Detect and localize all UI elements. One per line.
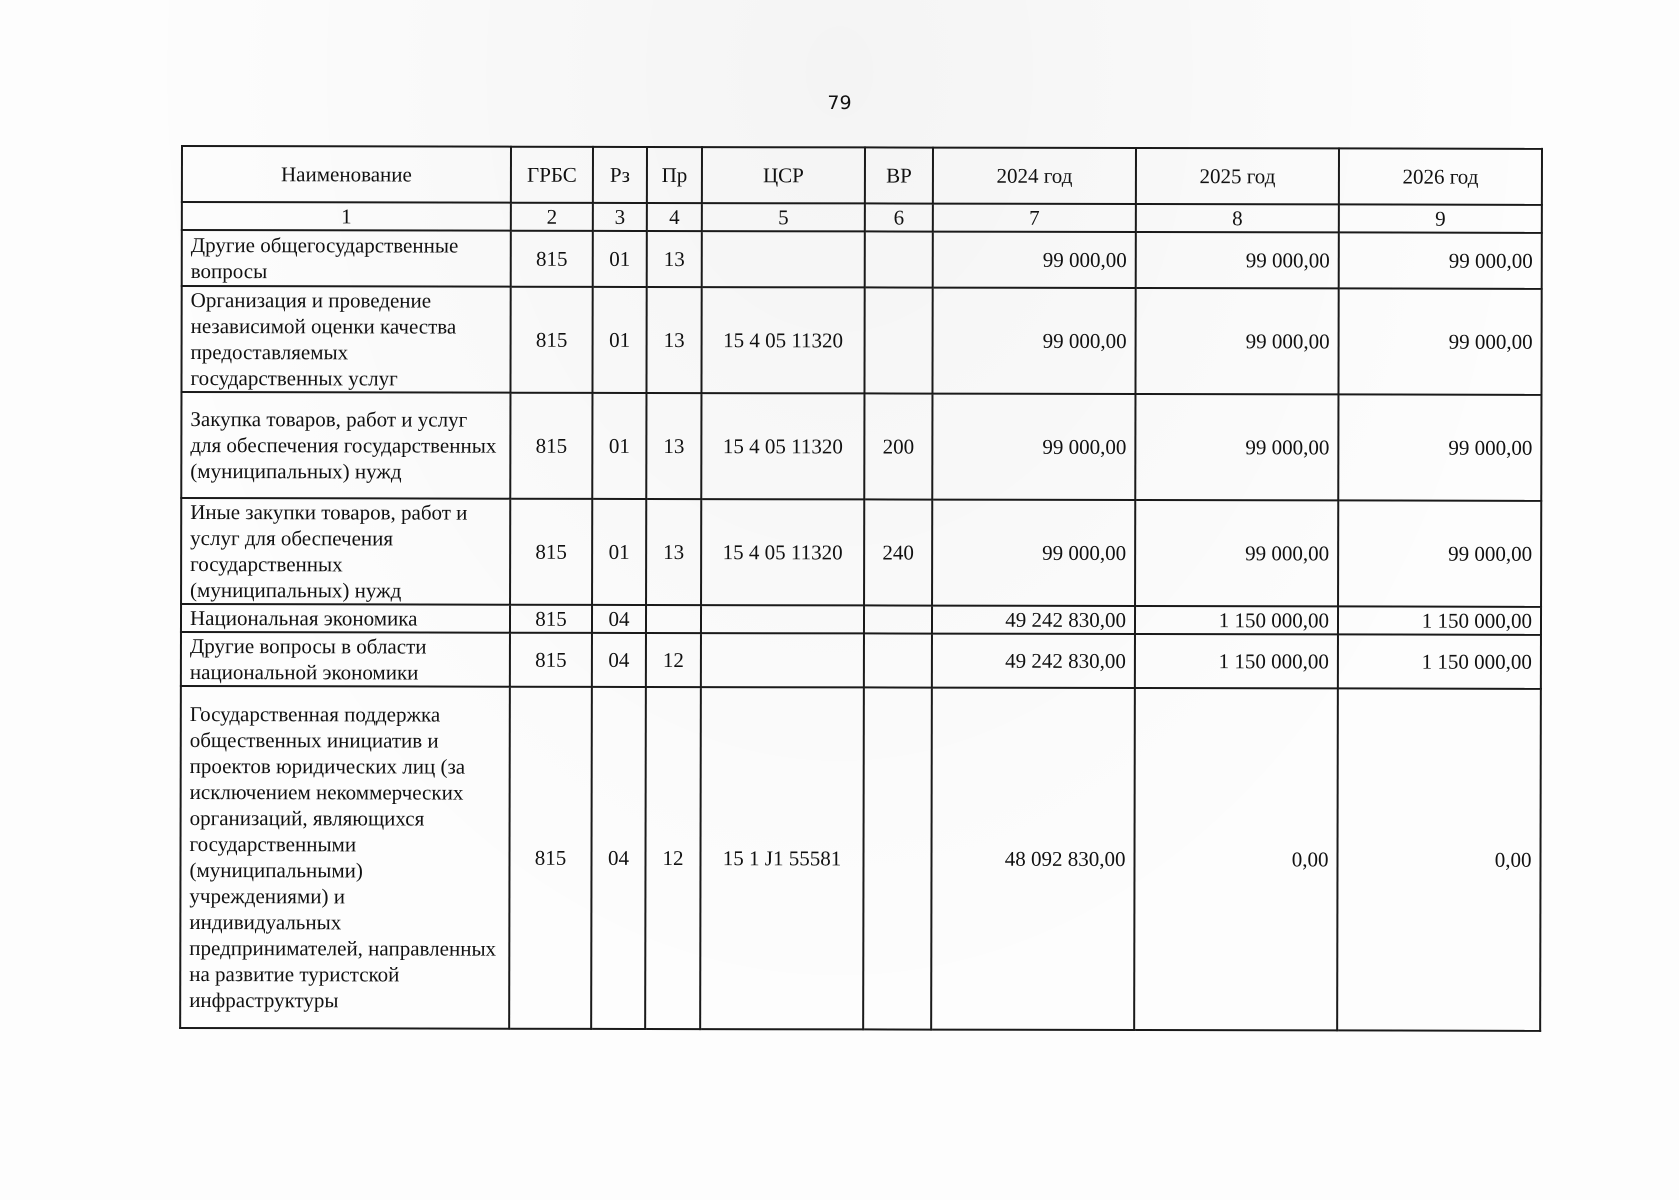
table-row: [182, 230, 1542, 289]
column-index: 3: [593, 203, 647, 231]
table-row: [181, 392, 1541, 501]
row-pr: 12: [646, 633, 701, 687]
column-index: 6: [865, 203, 933, 231]
table-row: [181, 286, 1541, 395]
column-index-row: [182, 202, 1542, 233]
row-amount-2025: 1 150 000,00: [1135, 606, 1338, 634]
row-rz: 04: [592, 633, 646, 687]
row-vr: 240: [864, 499, 932, 605]
column-index: 1: [182, 202, 511, 231]
row-amount-2026: 1 150 000,00: [1338, 606, 1541, 634]
header-grbs: ГРБС: [511, 147, 593, 203]
row-grbs: 815: [511, 231, 593, 287]
column-index: 7: [933, 204, 1136, 232]
header-name: Наименование: [182, 146, 511, 203]
header-2024: 2024 год: [933, 148, 1136, 204]
row-vr: [864, 605, 932, 633]
header-rz: Рз: [593, 147, 647, 203]
row-grbs: 815: [510, 605, 592, 633]
column-index: 5: [702, 203, 865, 231]
row-amount-2026: 99 000,00: [1338, 500, 1541, 606]
row-amount-2024: 49 242 830,00: [932, 634, 1135, 688]
row-pr: 12: [645, 687, 701, 1029]
row-name: Национальная экономика: [181, 604, 510, 633]
header-2025: 2025 год: [1136, 148, 1339, 204]
row-csr: [701, 605, 864, 633]
row-name: Государственная поддержка общественных инициатив и проектов юридических лиц (за исключением некоммерческих организаций, являющихся государственными (муниципальными) учреждениями) и индивидуальных предпринимателей, направленных на развитие туристской инфраструктуры: [180, 686, 510, 1029]
row-amount-2026: 0,00: [1337, 688, 1541, 1030]
column-index: 8: [1136, 204, 1339, 232]
row-name: Организация и проведение независимой оценки качества предоставляемых государственных услуг: [181, 286, 510, 393]
row-amount-2025: 1 150 000,00: [1135, 634, 1338, 688]
row-vr: [864, 633, 932, 687]
row-pr: 13: [646, 287, 701, 393]
row-amount-2024: 99 000,00: [933, 232, 1136, 288]
row-amount-2026: 1 150 000,00: [1338, 634, 1541, 688]
row-grbs: 815: [510, 287, 592, 393]
row-name: Закупка товаров, работ и услуг для обеспечения государственных (муниципальных) нужд: [181, 392, 510, 499]
row-vr: [864, 287, 932, 393]
row-amount-2024: 99 000,00: [932, 288, 1135, 394]
row-vr: 200: [864, 393, 932, 499]
row-pr: 13: [646, 393, 701, 499]
row-grbs: 815: [509, 687, 592, 1029]
row-rz: 04: [591, 687, 646, 1029]
row-amount-2026: 99 000,00: [1339, 232, 1542, 288]
row-amount-2026: 99 000,00: [1338, 288, 1541, 394]
row-rz: 01: [592, 499, 646, 605]
header-csr: ЦСР: [702, 147, 865, 203]
header-row: [182, 146, 1542, 205]
row-rz: 01: [593, 231, 647, 287]
row-amount-2025: 99 000,00: [1135, 288, 1338, 394]
row-name: Другие общегосударственные вопросы: [182, 230, 511, 287]
budget-table: [179, 145, 1543, 1032]
row-csr: [701, 633, 864, 687]
table-row: [181, 604, 1541, 635]
row-vr: [865, 231, 933, 287]
row-grbs: 815: [510, 633, 592, 687]
row-csr: [702, 231, 865, 287]
column-index: 4: [647, 203, 702, 231]
header-2026: 2026 год: [1339, 148, 1542, 204]
row-csr: 15 4 05 11320: [701, 499, 864, 605]
row-csr: 15 4 05 11320: [701, 287, 864, 393]
row-amount-2025: 99 000,00: [1136, 232, 1339, 288]
table-row: [181, 498, 1541, 607]
header-pr: Пр: [647, 147, 702, 203]
row-amount-2024: 48 092 830,00: [931, 688, 1135, 1030]
row-grbs: 815: [510, 393, 592, 499]
column-index: 9: [1339, 204, 1542, 232]
row-rz: 01: [592, 287, 646, 393]
column-index: 2: [511, 203, 593, 231]
row-amount-2026: 99 000,00: [1338, 394, 1541, 500]
row-csr: 15 1 J1 55581: [700, 687, 864, 1029]
row-pr: [646, 605, 701, 633]
row-pr: 13: [646, 499, 701, 605]
row-name: Другие вопросы в области национальной экономики: [181, 632, 510, 687]
row-vr: [863, 687, 932, 1029]
row-pr: 13: [647, 231, 702, 287]
row-amount-2025: 0,00: [1134, 688, 1338, 1030]
row-amount-2025: 99 000,00: [1135, 500, 1338, 606]
row-amount-2024: 49 242 830,00: [932, 606, 1135, 634]
table-row: [180, 686, 1541, 1031]
row-amount-2024: 99 000,00: [932, 394, 1135, 500]
row-amount-2025: 99 000,00: [1135, 394, 1338, 500]
row-grbs: 815: [510, 499, 592, 605]
row-rz: 04: [592, 605, 646, 633]
row-csr: 15 4 05 11320: [701, 393, 864, 499]
row-rz: 01: [592, 393, 646, 499]
table-row: [181, 632, 1541, 689]
header-vr: ВР: [865, 147, 933, 203]
page-number: 79: [827, 92, 852, 114]
row-name: Иные закупки товаров, работ и услуг для обеспечения государственных (муниципальных) нужд: [181, 498, 510, 605]
row-amount-2024: 99 000,00: [932, 500, 1135, 606]
